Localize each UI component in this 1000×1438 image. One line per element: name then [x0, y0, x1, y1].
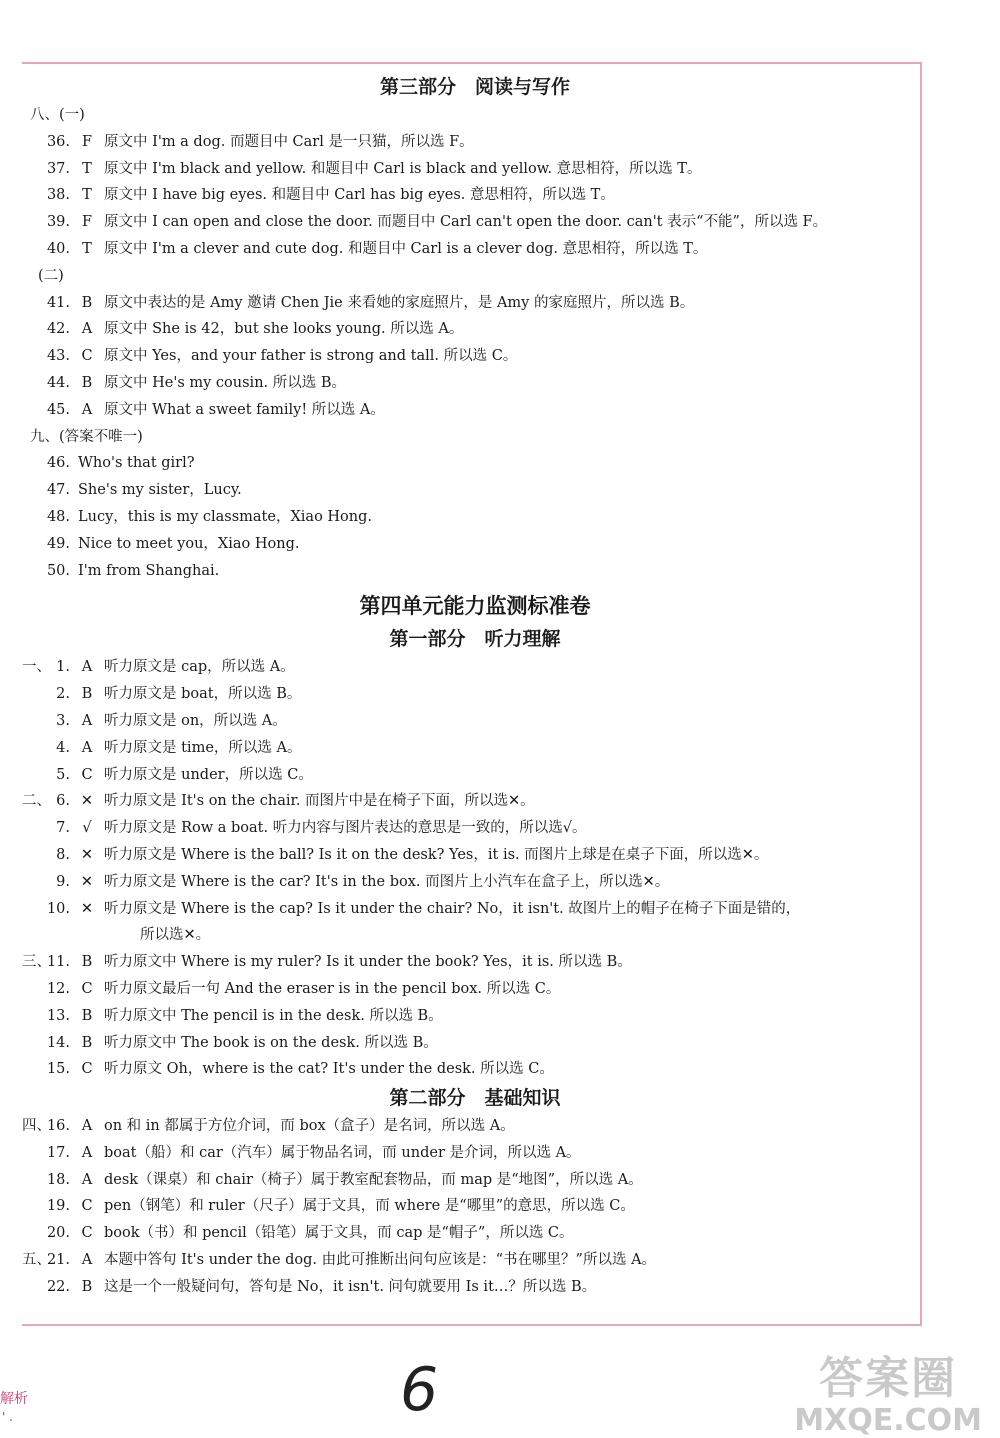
- answer-row: [30, 869, 920, 896]
- section-header: (二): [38, 267, 64, 284]
- item-number: 42.: [46, 321, 70, 338]
- item-explanation: 原文中表达的是 Amy 邀请 Chen Jie 来看她的家庭照片，是 Amy 的家庭照片，所以选 B。: [104, 294, 695, 311]
- answer-row: 五、 21. A 本题中答句 It's under the dog. 由此可推断出问句应该是：“书在哪里？”所以选 A。: [30, 1247, 920, 1274]
- item-explanation: 听力原文 Oh，where is the cat? It's under the desk. 所以选 C。: [104, 1061, 554, 1078]
- answer-row: [30, 558, 920, 585]
- item-explanation: 听力原文是 Where is the car? It's in the box. 而图片上小汽车在盒子上，所以选✕。: [104, 873, 670, 890]
- section-title-part1: 第一部分 听力理解: [389, 628, 561, 651]
- item-answer: C: [81, 766, 93, 783]
- answer-row: [30, 708, 920, 735]
- item-explanation: 听力原文是 Row a boat. 听力内容与图片表达的意思是一致的，所以选√。: [104, 820, 587, 837]
- item-explanation: 听力原文是 boat，所以选 B。: [104, 686, 302, 703]
- item-number: 18.: [46, 1171, 70, 1188]
- item-number: 2.: [56, 686, 70, 703]
- item-answer: F: [81, 214, 93, 231]
- item-answer: B: [81, 1007, 93, 1024]
- item-answer: A: [81, 739, 93, 756]
- answer-row-continued: [30, 922, 920, 949]
- item-number: 4.: [56, 739, 70, 756]
- answer-row: [30, 762, 920, 789]
- answer-row: [30, 1056, 920, 1083]
- answer-row: [30, 1167, 920, 1194]
- answer-row: [30, 290, 920, 317]
- answer-row: [30, 735, 920, 762]
- answer-row: [30, 1193, 920, 1220]
- item-answer: A: [81, 1118, 93, 1135]
- item-answer: C: [81, 348, 93, 365]
- item-number: 43.: [46, 348, 70, 365]
- answer-list: [30, 290, 920, 424]
- item-answer: B: [81, 954, 93, 971]
- answer-content: [22, 72, 920, 1301]
- answer-row: [30, 236, 920, 263]
- unit-title: 第四单元能力监测标准卷: [359, 593, 591, 619]
- item-answer: A: [81, 1171, 93, 1188]
- section-title-part2: 第二部分 基础知识: [389, 1087, 561, 1110]
- answer-row: [30, 129, 920, 156]
- item-answer: A: [81, 321, 93, 338]
- answer-row: 二、 6. ✕ 听力原文是 It's on the chair. 而图片中是在椅子下面，所以选✕。: [30, 788, 920, 815]
- item-number: 16.: [46, 1118, 70, 1135]
- item-explanation: Who's that girl?: [78, 455, 195, 472]
- answer-row: [30, 182, 920, 209]
- item-explanation-continued: 所以选✕。: [140, 927, 211, 944]
- item-explanation: 听力原文是 It's on the chair. 而图片中是在椅子下面，所以选✕。: [104, 793, 535, 810]
- item-answer: A: [81, 401, 93, 418]
- answer-list: [22, 1113, 920, 1247]
- item-number: 39.: [46, 214, 70, 231]
- item-answer: ✕: [80, 873, 94, 890]
- item-explanation: 原文中 I'm a clever and cute dog. 和题目中 Carl is a clever dog. 意思相符，所以选 T。: [104, 240, 708, 257]
- item-number: 5.: [56, 766, 70, 783]
- footer-tag: 解析: [0, 1391, 28, 1407]
- item-explanation: book（书）和 pencil（铅笔）属于文具，而 cap 是“帽子”，所以选 C。: [104, 1225, 574, 1242]
- answer-row: [30, 343, 920, 370]
- item-number: 1.: [56, 659, 70, 676]
- item-answer: B: [81, 686, 93, 703]
- item-explanation: on 和 in 都属于方位介词，而 box（盒子）是名词，所以选 A。: [104, 1118, 515, 1135]
- watermark-url: MXQE.COM: [794, 1403, 982, 1438]
- item-number: 19.: [46, 1198, 70, 1215]
- answer-row: [30, 681, 920, 708]
- answer-row: 一、 1. A 听力原文是 cap，所以选 A。: [30, 654, 920, 681]
- answer-row: [30, 156, 920, 183]
- item-answer: T: [82, 240, 92, 257]
- item-explanation: Lucy，this is my classmate，Xiao Hong.: [78, 508, 373, 525]
- item-answer: C: [81, 1061, 93, 1078]
- item-answer: A: [81, 712, 93, 729]
- item-explanation: 原文中 I'm black and yellow. 和题目中 Carl is black and yellow. 意思相符，所以选 T。: [104, 160, 702, 177]
- item-answer: A: [81, 659, 93, 676]
- item-answer: B: [81, 1034, 93, 1051]
- item-number: 45.: [46, 401, 70, 418]
- item-answer: C: [81, 1225, 93, 1242]
- item-explanation: 原文中 She is 42，but she looks young. 所以选 A。: [104, 321, 464, 338]
- answer-row: [30, 316, 920, 343]
- item-explanation: 听力原文是 under，所以选 C。: [104, 766, 313, 783]
- answer-row: [30, 209, 920, 236]
- item-answer: ✕: [80, 793, 94, 810]
- answer-row: [30, 976, 920, 1003]
- item-number: 41.: [46, 294, 70, 311]
- item-number: 48.: [46, 508, 70, 525]
- item-explanation: 听力原文中 The book is on the desk. 所以选 B。: [104, 1034, 438, 1051]
- item-number: 36.: [46, 133, 70, 150]
- item-number: 46.: [46, 455, 70, 472]
- item-answer: ✕: [80, 846, 94, 863]
- answer-row: [30, 842, 920, 869]
- answer-row: [30, 1030, 920, 1057]
- item-number: 40.: [46, 240, 70, 257]
- answer-list: [22, 949, 920, 1083]
- item-explanation: 原文中 He's my cousin. 所以选 B。: [104, 374, 347, 391]
- item-explanation: She's my sister，Lucy.: [78, 482, 242, 499]
- item-explanation: 听力原文中 The pencil is in the desk. 所以选 B。: [104, 1007, 443, 1024]
- item-number: 21.: [46, 1252, 70, 1269]
- item-answer: F: [81, 133, 93, 150]
- item-explanation: 原文中 I'm a dog. 而题目中 Carl 是一只猫，所以选 F。: [104, 133, 474, 150]
- answer-list: [22, 654, 920, 788]
- item-explanation: 听力原文中 Where is my ruler? Is it under the book? Yes，it is. 所以选 B。: [104, 954, 632, 971]
- item-answer: B: [81, 374, 93, 391]
- item-explanation: 听力原文最后一句 And the eraser is in the pencil box. 所以选 C。: [104, 980, 561, 997]
- item-answer: B: [81, 1278, 93, 1295]
- item-answer: A: [81, 1252, 93, 1269]
- answer-row: [30, 815, 920, 842]
- item-explanation: 听力原文是 cap，所以选 A。: [104, 659, 295, 676]
- answer-row: [30, 504, 920, 531]
- item-explanation: 原文中 I can open and close the door. 而题目中 Carl can't open the door. can't 表示“不能”，所以选 F。: [104, 214, 828, 231]
- section-title-part3: 第三部分 阅读与写作: [379, 76, 570, 98]
- answer-row: [30, 397, 920, 424]
- answer-row: 四、 16. A on 和 in 都属于方位介词，而 box（盒子）是名词，所以选 A。: [30, 1113, 920, 1140]
- item-number: 22.: [46, 1278, 70, 1295]
- item-explanation: 原文中 What a sweet family! 所以选 A。: [104, 401, 385, 418]
- section-header: 八、(一): [30, 107, 85, 123]
- item-number: 20.: [46, 1225, 70, 1242]
- item-explanation: desk（课桌）和 chair（椅子）属于教室配套物品，而 map 是“地图”，所以选 A。: [104, 1171, 643, 1188]
- answer-list: [22, 788, 920, 949]
- item-number: 17.: [46, 1144, 70, 1161]
- item-answer: ✕: [80, 900, 94, 917]
- answer-row: [30, 531, 920, 558]
- item-number: 8.: [56, 846, 70, 863]
- answer-row: [30, 1220, 920, 1247]
- item-number: 6.: [56, 793, 70, 810]
- watermark-logo: 答案圈: [819, 1353, 958, 1404]
- answer-row: [30, 896, 920, 923]
- item-explanation: 听力原文是 Where is the cap? Is it under the chair? No，it isn't. 故图片上的帽子在椅子下面是错的，: [104, 900, 801, 917]
- item-answer: A: [81, 1144, 93, 1161]
- item-explanation: 听力原文是 time，所以选 A。: [104, 739, 302, 756]
- section-header: 九、(答案不唯一): [30, 428, 143, 445]
- item-explanation: Nice to meet you，Xiao Hong.: [78, 535, 300, 552]
- answer-row: [30, 1140, 920, 1167]
- item-explanation: 这是一个一般疑问句，答句是 No，it isn't. 问句就要用 Is it…？所以选 B。: [104, 1278, 597, 1295]
- answer-row: [30, 1003, 920, 1030]
- watermark: [794, 1342, 982, 1436]
- answer-list: [30, 450, 920, 584]
- item-explanation: 本题中答句 It's under the dog. 由此可推断出问句应该是：“书在哪里？”所以选 A。: [104, 1252, 657, 1269]
- item-explanation: boat（船）和 car（汽车）属于物品名词，而 under 是介词，所以选 A。: [104, 1144, 581, 1161]
- item-answer: √: [82, 820, 92, 837]
- item-answer: T: [82, 187, 92, 204]
- answer-list: [30, 129, 920, 263]
- item-number: 3.: [56, 712, 70, 729]
- item-number: 13.: [46, 1007, 70, 1024]
- item-explanation: 原文中 I have big eyes. 和题目中 Carl has big eyes. 意思相符，所以选 T。: [104, 187, 615, 204]
- item-number: 9.: [56, 873, 70, 890]
- item-answer: C: [81, 1198, 93, 1215]
- answer-row: [30, 477, 920, 504]
- answer-row: 三、 11. B 听力原文中 Where is my ruler? Is it under the book? Yes，it is. 所以选 B。: [30, 949, 920, 976]
- item-number: 11.: [46, 954, 70, 971]
- item-explanation: pen（钢笔）和 ruler（尺子）属于文具，而 where 是“哪里”的意思，所以选 C。: [104, 1198, 635, 1215]
- item-number: 38.: [46, 187, 70, 204]
- item-answer: C: [81, 980, 93, 997]
- item-number: 47.: [46, 482, 70, 499]
- item-answer: B: [81, 294, 93, 311]
- answer-row: [30, 370, 920, 397]
- page-number: 6: [400, 1355, 439, 1425]
- item-explanation: 原文中 Yes，and your father is strong and tall. 所以选 C。: [104, 348, 518, 365]
- item-explanation: 听力原文是 Where is the ball? Is it on the desk? Yes，it is. 而图片上球是在桌子下面，所以选✕。: [104, 846, 769, 863]
- item-number: 10.: [46, 900, 70, 917]
- item-number: 37.: [46, 160, 70, 177]
- item-number: 50.: [46, 562, 70, 579]
- answer-row: [30, 1274, 920, 1301]
- item-number: 14.: [46, 1034, 70, 1051]
- item-number: 12.: [46, 980, 70, 997]
- item-answer: T: [82, 160, 92, 177]
- item-number: 15.: [46, 1061, 70, 1078]
- answer-list: [22, 1247, 920, 1301]
- item-number: 44.: [46, 374, 70, 391]
- answer-row: [30, 450, 920, 477]
- item-number: 49.: [46, 535, 70, 552]
- item-explanation: I'm from Shanghai.: [78, 562, 220, 579]
- item-number: 7.: [56, 820, 70, 837]
- footer-dots: ' .: [2, 1410, 13, 1424]
- item-explanation: 听力原文是 on，所以选 A。: [104, 712, 287, 729]
